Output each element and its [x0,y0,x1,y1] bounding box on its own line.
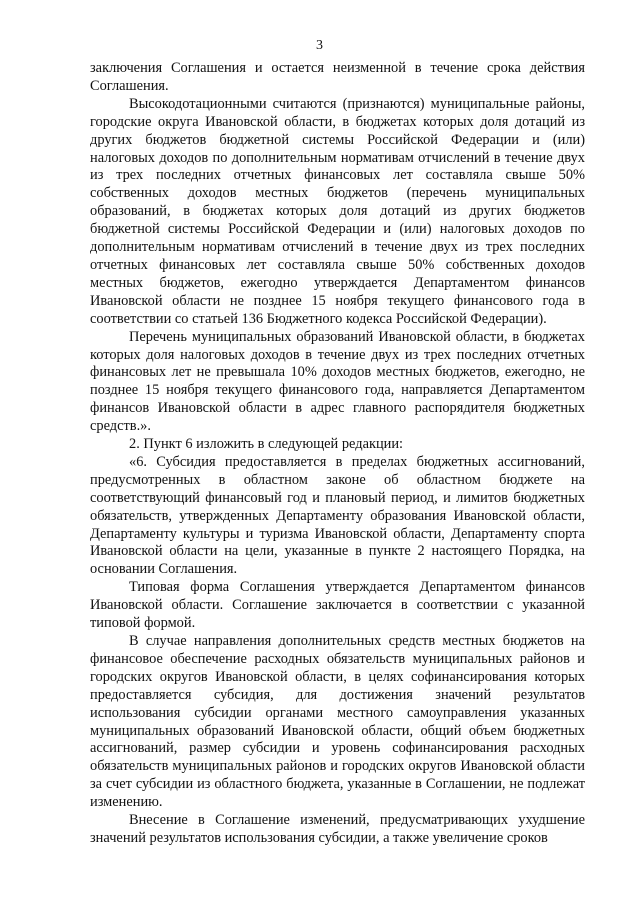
paragraph-item-6: «6. Субсидия предоставляется в пределах бюджетных ассигнований, предусмотренных в областном законе об областном бюджете на соответствующий финансовый год и плановый период, и лимитов бюджетных обязательств, утвержденных Департаменту образования Ивановской области, Департаменту культуры и туризма Ивановской области, Департаменту спорта Ивановской области на цели, указанные в пункте 2 настоящего Порядка, на основании Соглашения. [90,453,585,578]
paragraph-amendments: Внесение в Соглашение изменений, предусматривающих ухудшение значений результатов использования субсидии, а также увеличение сроков [90,812,585,846]
paragraph-item-2: 2. Пункт 6 изложить в следующей редакции: [129,436,404,453]
paragraph-continuation: заключения Соглашения и остается неизменной в течение срока действия Соглашения. [90,60,585,94]
paragraph-high-subsidy-definition: Высокодотационными считаются (признаются) муниципальные районы, городские округа Ивановской области, в бюджетах которых доля дотаций из других бюджетов бюджетной системы Российской Федерации и (или) налоговых доходов по дополнительным нормативам отчислений в течение двух из трех последних отчетных финансовых лет составляла свыше 50% собственных доходов местных бюджетов (перечень муниципальных образований, в бюджетах которых доля дотаций из других бюджетов бюджетной системы Российской Федерации и (или) налоговых доходов по дополнительным нормативам отчислений в течение двух из трех последних отчетных финансовых лет составляла свыше 50% собственных доходов местных бюджетов, ежегодно утверждается Департаментом финансов Ивановской области не позднее 15 ноября текущего финансового года в соответствии со статьей 136 Бюджетного кодекса Российской Федерации). [90,95,585,327]
document-body [90,60,585,848]
paragraph-additional-funds: В случае направления дополнительных средств местных бюджетов на финансовое обеспечение расходных обязательств муниципальных районов и городских округов Ивановской области, в целях софинансирования которых предоставляется субсидия, для достижения значений результатов использования субсидии органами местного самоуправления указанных муниципальных образований Ивановской области, общий объем бюджетных ассигнований, размер субсидии и уровень софинансирования расходных обязательств муниципальных районов и городских округов Ивановской области за счет субсидии из областного бюджета, указанные в Соглашении, не подлежат изменению. [90,633,585,811]
paragraph-municipal-list: Перечень муниципальных образований Ивановской области, в бюджетах которых доля налоговых доходов в течение двух из трех последних отчетных финансовых лет не превышала 10% доходов местных бюджетов, ежегодно, не позднее 15 ноября текущего финансового года, направляется Департаментом финансов Ивановской области в адрес главного распорядителя бюджетных средств.». [90,328,585,435]
page-number: 3 [316,38,323,53]
paragraph-standard-form: Типовая форма Соглашения утверждается Департаментом финансов Ивановской области. Соглашение заключается в соответствии с указанной типовой формой. [90,579,585,632]
